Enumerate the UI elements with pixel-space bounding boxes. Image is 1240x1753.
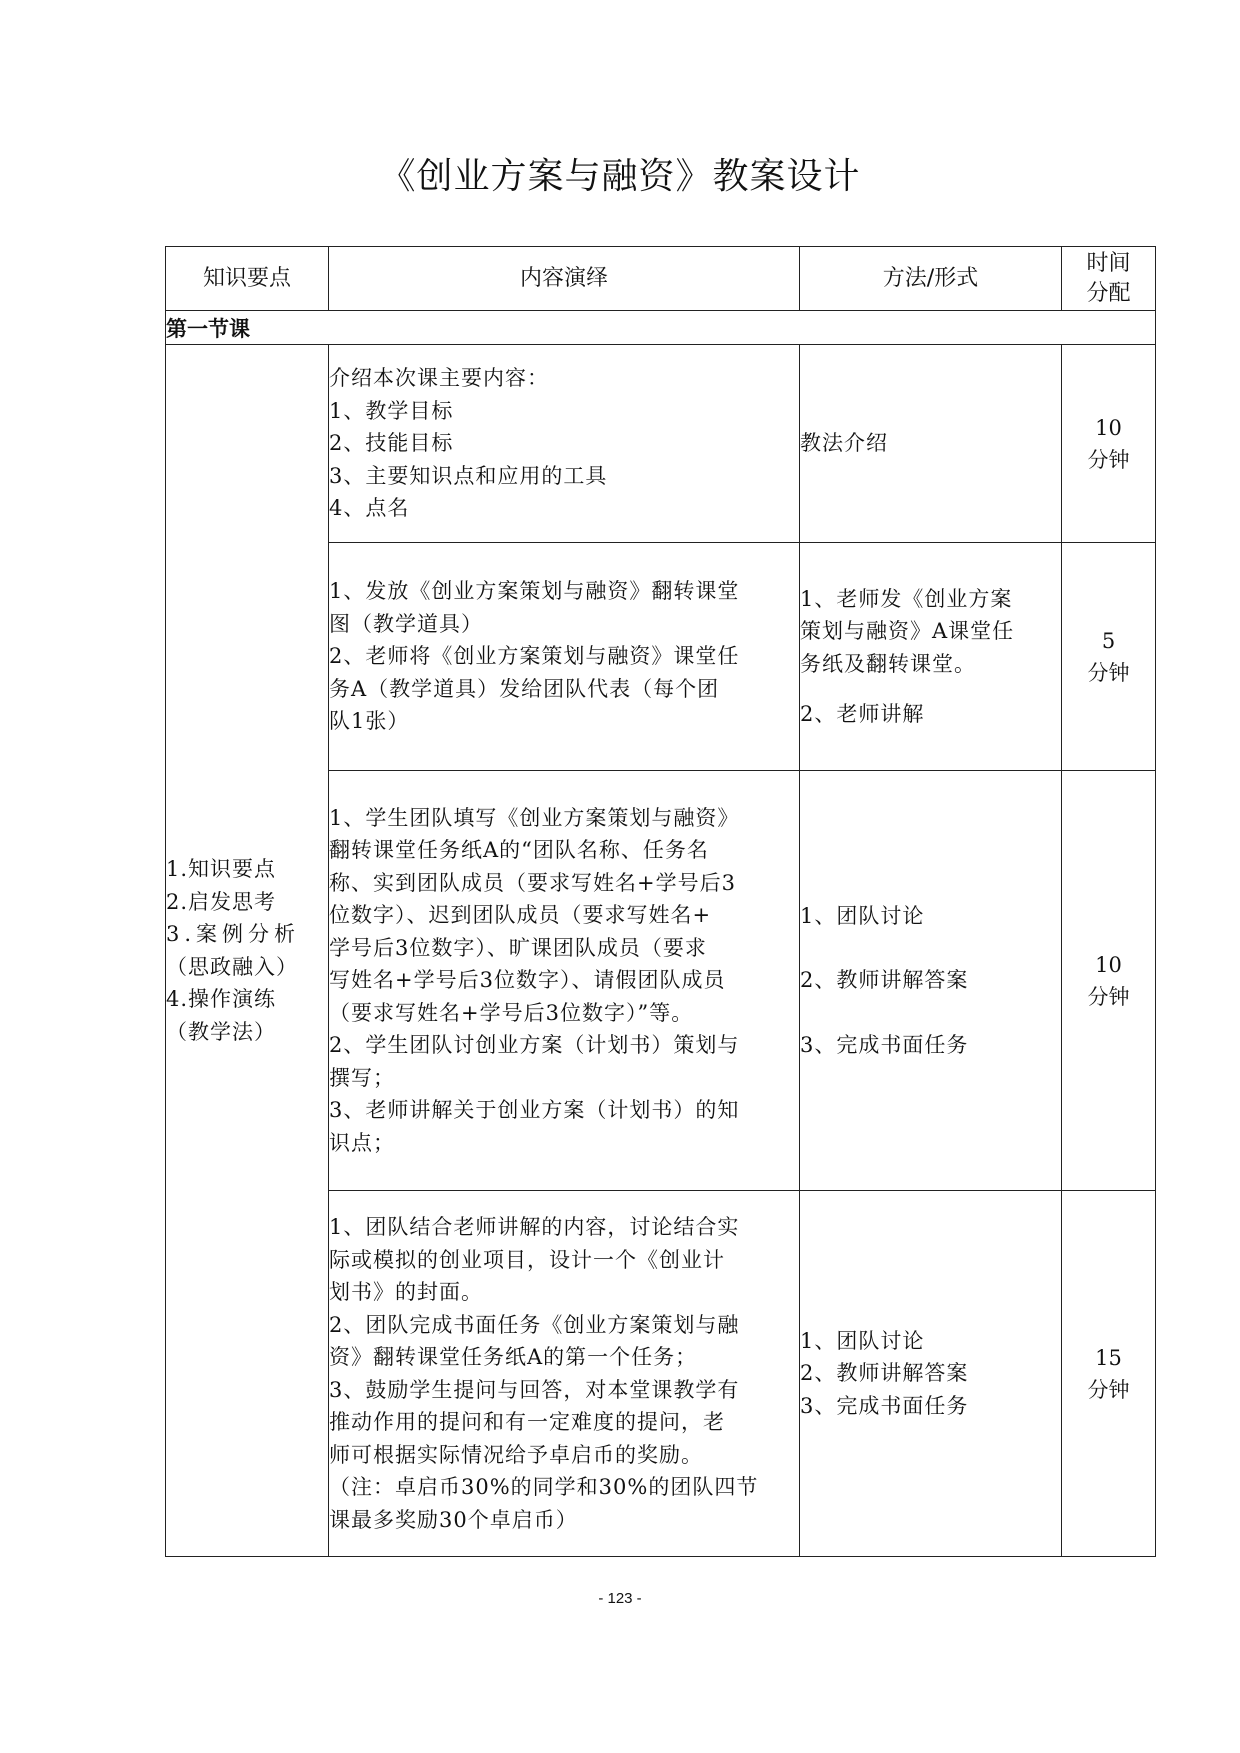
spacer [800,680,1061,698]
header-time-line1: 时间 [1086,250,1131,276]
method-line: 1、团队讨论 [800,903,925,928]
method-cell [800,1191,1062,1557]
header-row [166,247,1156,311]
section-row [166,311,1156,345]
content-line: 1、教学目标 [329,398,454,423]
method-cell [800,771,1062,1191]
method-cell [800,543,1062,771]
time-unit: 分钟 [1087,660,1130,685]
time-value: 5 [1101,628,1116,653]
content-line: 2、老师将《创业方案策划与融资》课堂任 [329,644,740,669]
time-cell [1062,1191,1156,1557]
content-line: 3、主要知识点和应用的工具 [329,463,608,488]
header-method: 方法/形式 [800,247,1062,311]
time-value: 10 [1095,415,1122,440]
knowledge-point: （思政融入） [166,954,298,979]
content-line: 3、老师讲解关于创业方案（计划书）的知 [329,1098,740,1123]
content-line: 称、实到团队成员（要求写姓名+学号后3 [329,870,736,895]
method-line: 3、完成书面任务 [800,1032,969,1057]
content-line: 务A（教学道具）发给团队代表（每个团 [329,676,720,701]
content-line: 2、技能目标 [329,431,454,456]
content-cell [329,543,800,771]
content-line: 师可根据实际情况给予卓启币的奖励。 [329,1442,703,1467]
knowledge-point: 3.案例分析 [166,922,301,946]
spacer [800,997,1061,1029]
time-unit: 分钟 [1087,447,1130,472]
knowledge-point: 4.操作演练 [166,987,277,1011]
content-cell [329,771,800,1191]
method-line: 1、团队讨论 [800,1328,925,1353]
method-cell [800,345,1062,543]
content-line: 际或模拟的创业项目，设计一个《创业计 [329,1247,725,1272]
content-line: 识点； [329,1130,395,1155]
content-line: 图（教学道具） [329,611,483,636]
content-line: 2、团队完成书面任务《创业方案策划与融 [329,1312,740,1337]
header-knowledge: 知识要点 [166,247,329,311]
content-line: 队1张） [329,709,410,734]
content-line: 1、学生团队填写《创业方案策划与融资》 [329,805,740,830]
method-line: 务纸及翻转课堂。 [800,651,976,676]
time-unit: 分钟 [1087,984,1130,1009]
method-line: 2、教师讲解答案 [800,1361,969,1386]
content-line: 2、学生团队讨创业方案（计划书）策划与 [329,1033,740,1058]
content-line: 学号后3位数字）、旷课团队成员（要求 [329,935,707,960]
knowledge-points-cell [166,345,329,1557]
content-cell [329,345,800,543]
table-row [166,345,1156,543]
content-cell [329,1191,800,1557]
content-line: 划书》的封面。 [329,1280,483,1304]
method-line: 2、老师讲解 [800,702,925,726]
knowledge-point: （教学法） [166,1019,276,1044]
content-line: （要求写姓名+学号后3位数字）”等。 [329,1000,694,1025]
content-line: 位数字）、迟到团队成员（要求写姓名+ [329,903,712,928]
method-line: 2、教师讲解答案 [800,968,969,993]
content-line: 翻转课堂任务纸A的“团队名称、任务名 [329,838,709,863]
header-time-line2: 分配 [1086,280,1131,306]
time-cell [1062,543,1156,771]
header-content: 内容演绎 [329,247,800,311]
time-value: 15 [1095,1345,1122,1370]
content-line: （注：卓启币30%的同学和30%的团队四节 [329,1475,759,1499]
time-cell [1062,771,1156,1191]
time-unit: 分钟 [1087,1377,1130,1402]
method-line: 策划与融资》A课堂任 [800,619,1015,643]
method-line: 教法介绍 [800,431,888,455]
knowledge-point: 2.启发思考 [166,889,277,914]
content-line: 介绍本次课主要内容： [329,366,549,391]
content-line: 课最多奖励30个卓启币） [329,1507,578,1532]
document-title: 《创业方案与融资》教案设计 [379,156,861,197]
content-line: 资》翻转课堂任务纸A的第一个任务； [329,1345,698,1369]
header-time [1062,247,1156,311]
knowledge-point: 1.知识要点 [166,857,277,881]
content-line: 3、鼓励学生提问与回答，对本堂课教学有 [329,1377,740,1402]
time-cell [1062,345,1156,543]
section-label: 第一节课 [166,311,1156,345]
lesson-plan-table [165,246,1156,1557]
method-line: 1、老师发《创业方案 [800,586,1013,611]
time-value: 10 [1095,952,1122,977]
content-line: 撰写； [329,1065,395,1090]
content-line: 4、点名 [329,496,410,521]
content-line: 写姓名+学号后3位数字）、请假团队成员 [329,968,726,993]
page-number: - 123 - [598,1590,642,1607]
content-line: 1、发放《创业方案策划与融资》翻转课堂 [329,579,740,604]
method-line: 3、完成书面任务 [800,1393,969,1418]
content-line: 推动作用的提问和有一定难度的提问，老 [329,1410,725,1434]
content-line: 1、团队结合老师讲解的内容，讨论结合实 [329,1215,740,1239]
spacer [800,932,1061,964]
